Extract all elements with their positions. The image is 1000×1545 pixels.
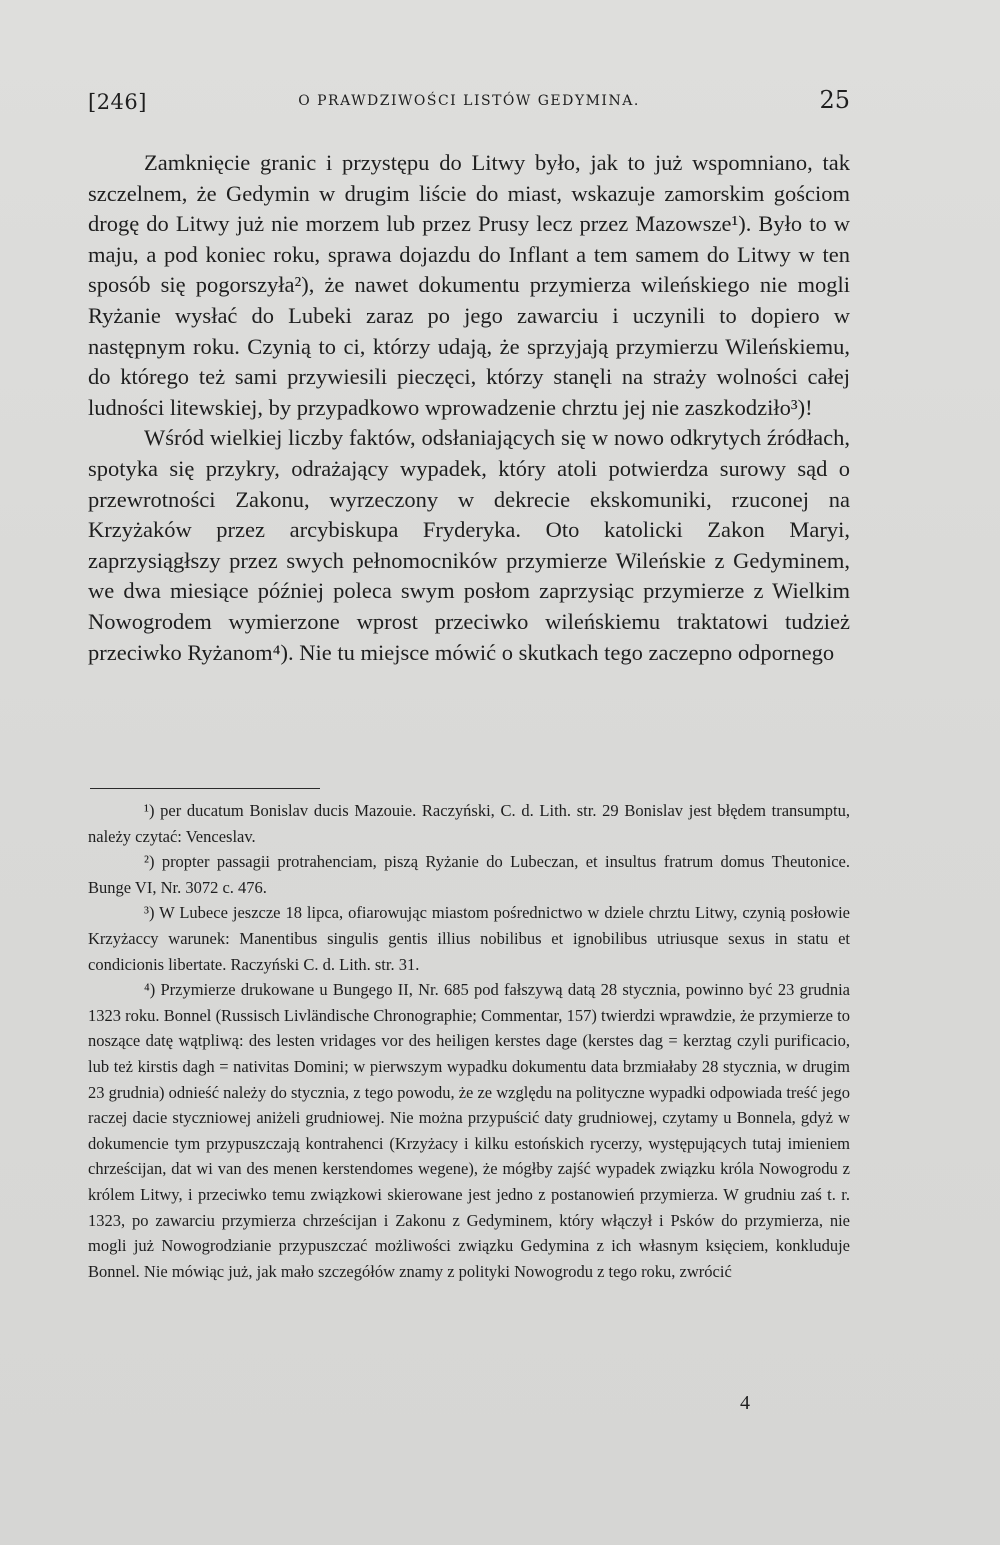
footnote-3: ³) W Lubece jeszcze 18 lipca, ofiarowując miastom pośrednictwo w dziele chrztu Litwy, czynią posłowie Krzyżaccy warunek: Manentibus singulis gentis illius nobilibus et ignobilibus utriusque sexus in statu et condicionis libertate. Raczyński C. d. Lith. str. 31. (88, 903, 850, 974)
running-title: O PRAWDZIWOŚCI LISTÓW GEDYMINA. (298, 93, 640, 109)
footnotes (88, 798, 850, 1284)
paragraph: Wśród wielkiej liczby faktów, odsłaniających się w nowo odkrytych źródłach, spotyka się przykry, odrażający wypadek, który atoli potwierdza surowy sąd o przewrotności Zakonu, wyrzeczony w dekrecie ekskomuniki, rzuconej na Krzyżaków przez arcybiskupa Fryderyka. Oto katolicki Zakon Maryi, zaprzysiągłszy przez swych pełnomocników przymierze Wileńskie z Gedyminem, we dwa miesiące później poleca swym posłom zaprzysiąc przymierze z Wielkim Nowogrodem wymierzone wprost przeciwko wileńskiemu traktatowi tudzież przeciwko Ryżanom⁴). Nie tu miejsce mówić o skutkach tego zaczepno odpornego (88, 425, 850, 665)
folio-number: [246] (88, 90, 147, 114)
paragraph: Zamknięcie granic i przystępu do Litwy było, jak to już wspomniano, tak szczelnem, że Gedymin w drugim liście do miast, wskazuje zamorskim gościom drogę do Litwy już nie morzem lub przez Prusy lecz przez Mazowsze¹). Było to w maju, a pod koniec roku, sprawa dojazdu do Inflant a tem samem do Litwy w ten sposób się pogorszyła²), że nawet dokumentu przymierza wileńskiego nie mogli Ryżanie wysłać do Lubeki zaraz po jego zawarciu i uczynili to dopiero w następnym roku. Czynią to ci, którzy udają, że sprzyjają przymierzu Wileńskiemu, do którego też sami przywiesili pieczęci, którzy stanęli na straży wolności całej ludności litewskiej, by przypadkowo wprowadzenie chrztu jej nie zaszkodziło³)! (88, 150, 850, 420)
page-number: 25 (819, 86, 850, 114)
main-text (88, 148, 850, 668)
page-header (88, 86, 850, 130)
signature-mark: 4 (740, 1392, 750, 1414)
footnote-4: ⁴) Przymierze drukowane u Bungego II, Nr. 685 pod fałszywą datą 28 stycznia, powinno być 23 grudnia 1323 roku. Bonnel (Russisch Livländische Chronographie; Commentar, 157) twierdzi wprawdzie, że przymierze to noszące datę wątpliwą: des lesten vridages vor des heiligen kerstes dage (kerstes dag = kerztag czyli purificacio, lub też kirstis dagh = nativitas Domini; w pierwszym wypadku dokumentu data brzmiałaby 28 stycznia, w drugim 23 grudnia) odnieść należy do stycznia, z tego powodu, że ze względu na polityczne wypadki odpowiada treść jego raczej dacie styczniowej aniżeli grudniowej. Nie można przypuścić daty grudniowej, czytamy u Bonnela, gdyż w dokumencie tym przypuszczają kontrahenci (Krzyżacy i kilku estońskich rycerzy, występujących tutaj imieniem chrześcijan, dat wi van des menen kerstendomes wegene), że mógłby zajść wypadek związku króla Nowogrodu z królem Litwy, i przeciwko temu związkowi skierowane jest jedno z postanowień przymierza. W grudniu zaś t. r. 1323, po zawarciu przymierza chrześcijan i Zakonu z Gedyminem, który włączył i Psków do przymierza, nie mogli już Nowogrodzianie przypuszczać możliwości związku Gedymina z ich własnym księciem, konkluduje Bonnel. Nie mówiąc już, jak mało szczegółów znamy z polityki Nowogrodu z tego roku, zwrócić (88, 980, 850, 1281)
footnote-divider (90, 788, 320, 789)
footnote-2: ²) propter passagii protrahenciam, piszą Ryżanie do Lubeczan, et insultus fratrum domus Theutonice. Bunge VI, Nr. 3072 c. 476. (88, 852, 850, 897)
footnote-1: ¹) per ducatum Bonislav ducis Mazouie. Raczyński, C. d. Lith. str. 29 Bonislav jest błędem transumptu, należy czytać: Venceslav. (88, 801, 850, 846)
